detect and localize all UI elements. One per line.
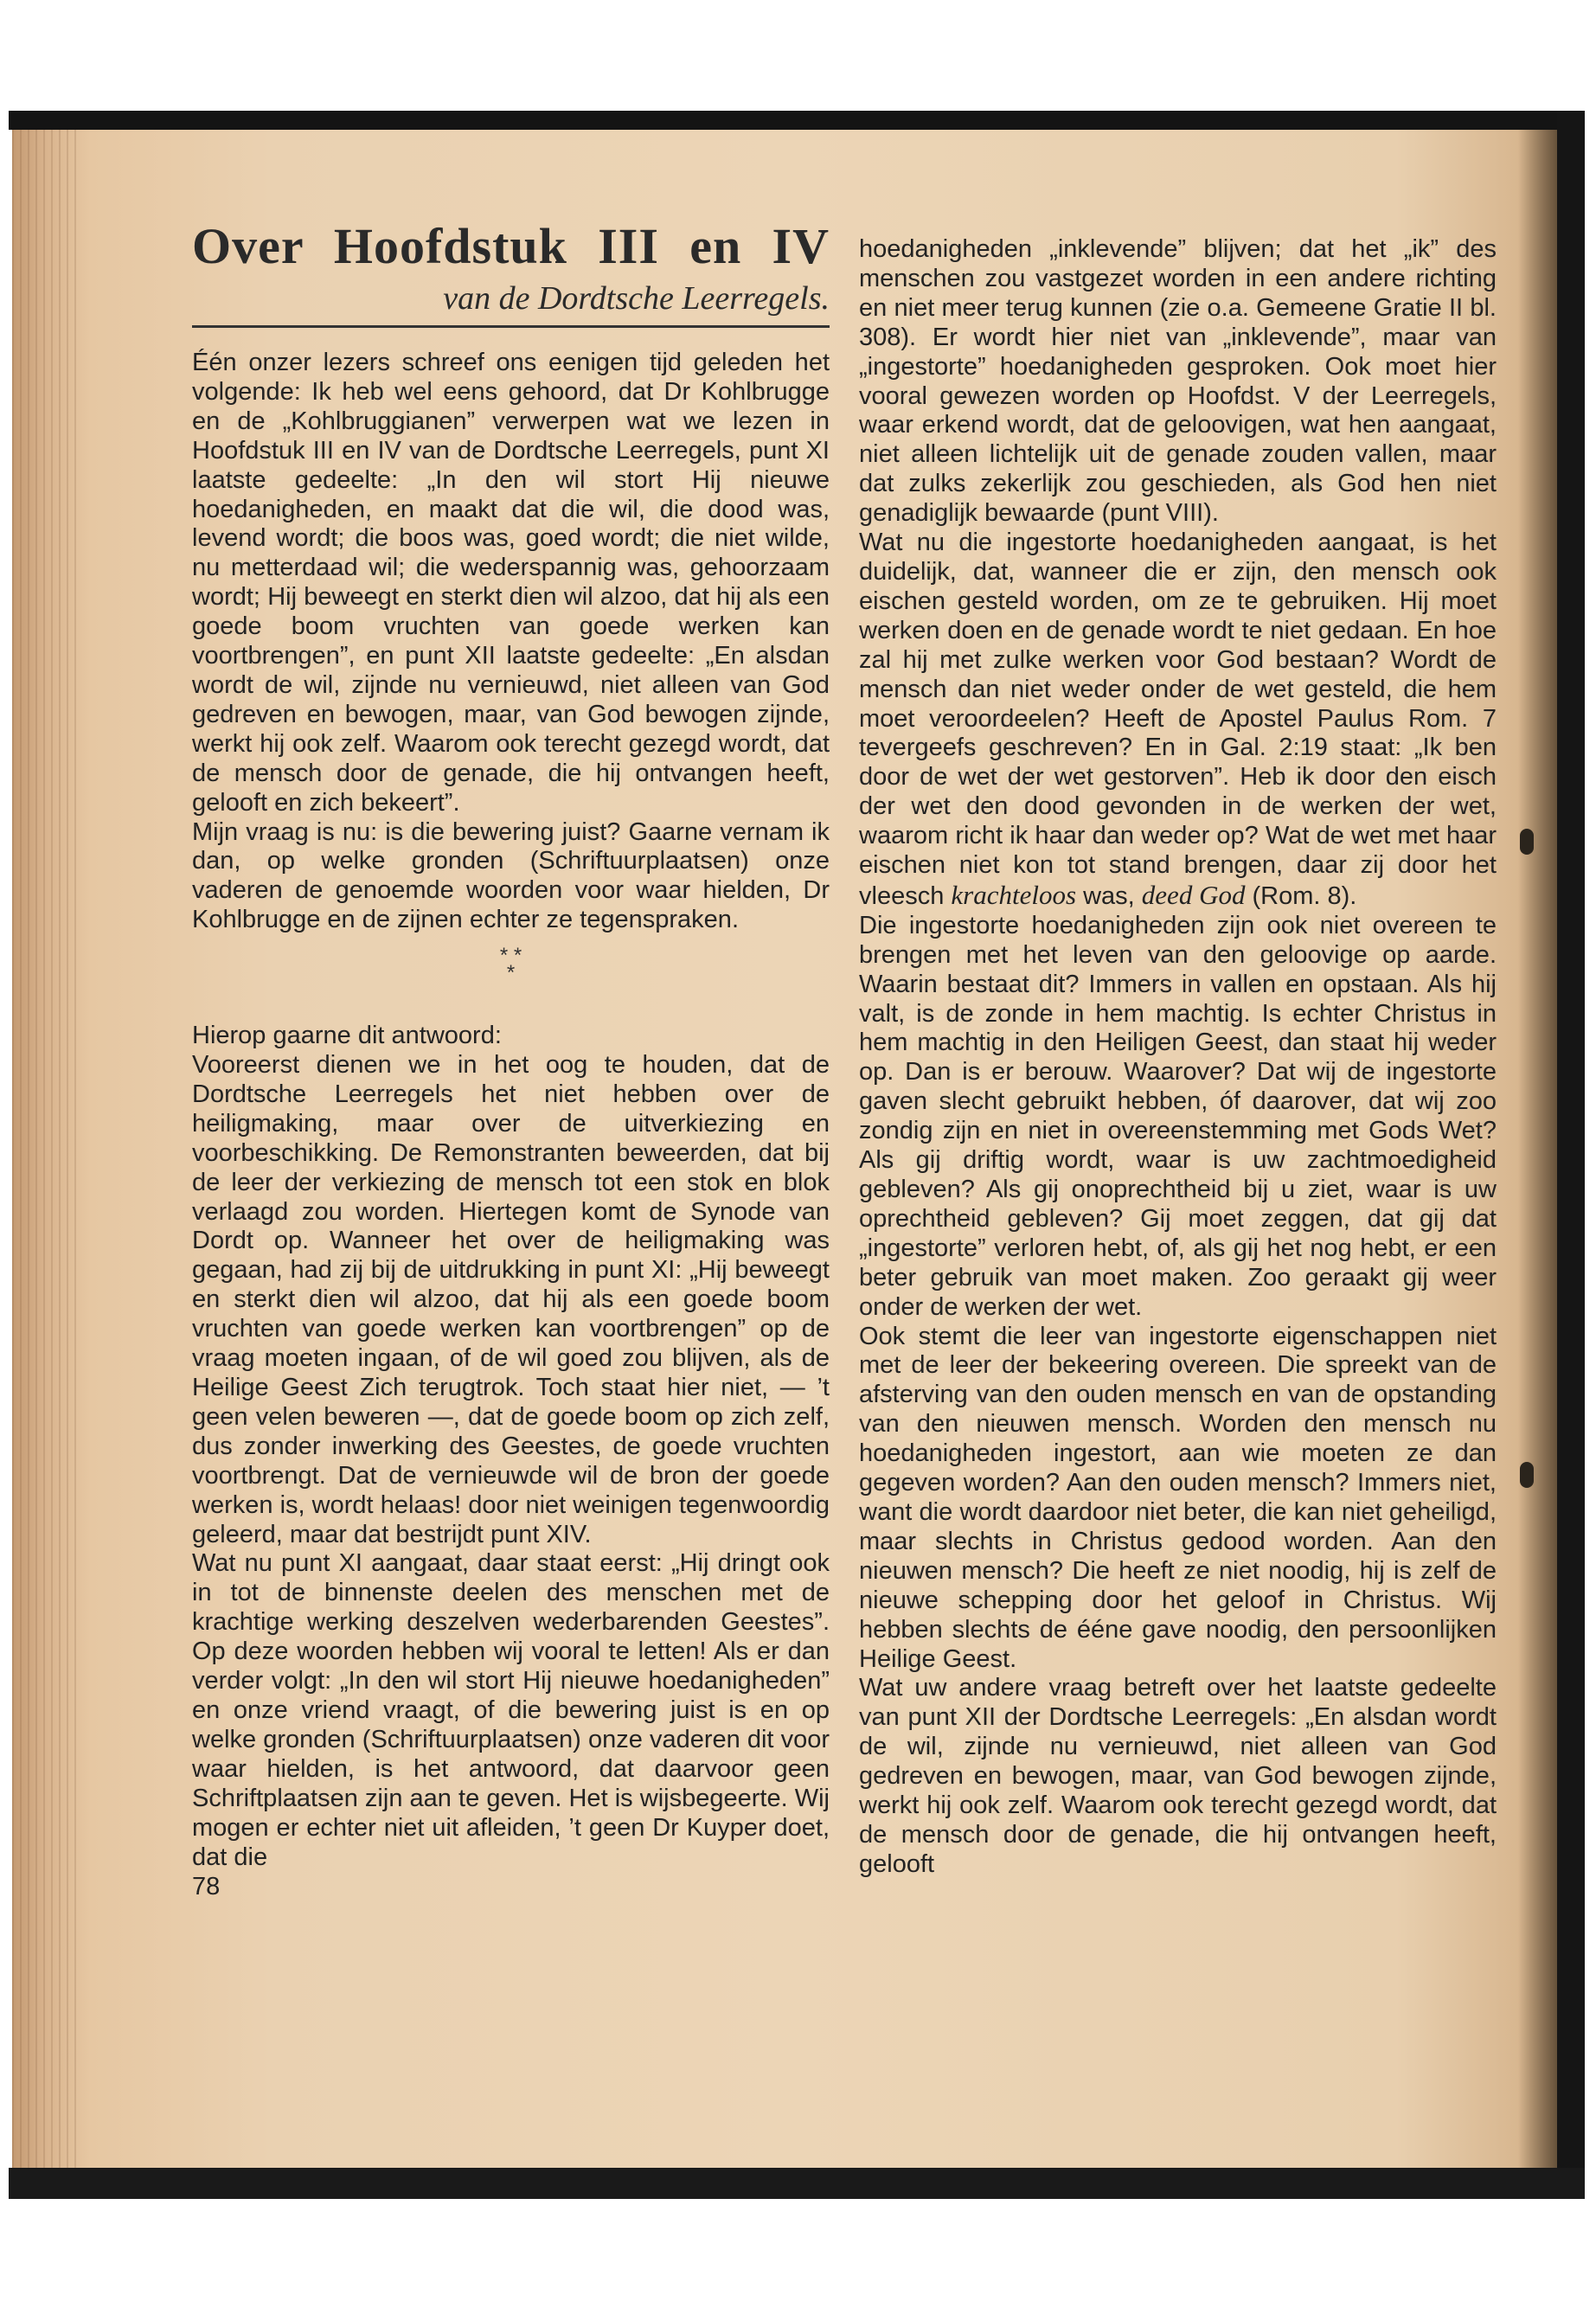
paragraph: Wat uw andere vraag betreft over het laatste gedeelte van punt XII der Dordtsche Leerregels: „En alsdan wordt de wil, zijnde nu vernieuwd, niet alleen van God gedreven en bewogen, maar, van God bewogen zijnde, werkt hij ook zelf. Waarom ook terecht gezegd wordt, dat de mensch door de genade, die hij ontvangen heeft, gelooft — [859, 1674, 1497, 1878]
text-run: Wat nu die ingestorte hoedanigheden aangaat, is het duidelijk, dat, wanneer die er zijn, den mensch ook eischen gesteld worden, om ze te gebruiken. Hij moet werken doen en de genade wordt te niet gedaan. En hoe zal hij met zulke werken voor God bestaan? Wordt de mensch dan niet weder onder de wet gesteld, die hem moet veroordeelen? Heeft de Apostel Paulus Rom. 7 tevergeefs geschreven? En in Gal. 2:19 staat: „Ik ben door de wet der wet gestorven”. Heb ik door den eisch der wet den dood gevonden in de werken der wet, waarom richt ik haar dan weder op? Wat de wet met haar eischen niet kon tot stand brengen, daar zij door het vleesch — [859, 529, 1497, 910]
paragraph: Vooreerst dienen we in het oog te houden, dat de Dordtsche Leerregels het niet hebben over de heiligmaking, maar over de uitverkiezing en voorbeschikking. De Remonstranten beweerden, dat bij de leer der verkiezing de mensch tot een stok en blok verlaagd zou worden. Hiertegen komt de Synode van Dordt op. Wanneer het over de heiligmaking was gegaan, had zij bij de uitdrukking in punt XI: „Hij beweegt en sterkt dien wil alzoo, dat hij als een goede boom vruchten van goede werken kan voortbrengen” op de vraag moeten ingaan, of de wil goed zou blijven, als de Heilige Geest Zich terugtrok. Toch staat hier niet, — ’t geen velen beweren —, dat de goede boom op zich zelf, dus zonder inwerking des Geestes, de goede vruchten voortbrengt. Dat de vernieuwde wil de bron der goede werken is, wordt helaas! door niet weinigen tegenwoordig geleerd, maar dat bestrijdt punt XIV. — [192, 1051, 830, 1548]
paragraph: Mijn vraag is nu: is die bewering juist? Gaarne vernam ik dan, op welke gronden (Schriftuurplaatsen) onze vaderen de genoemde woorden voor waar hielden, Dr Kohlbrugge en de zijnen echter ze tegenspraken. — [192, 817, 830, 934]
article-subtitle: van de Dordtsche Leerregels. — [443, 280, 830, 317]
page-stack-edge — [12, 130, 81, 2168]
text-run: (Rom. 8). — [1252, 881, 1357, 910]
text-run: was, — [1083, 881, 1135, 910]
paragraph: hoedanigheden „inklevende” blijven; dat het „ik” des menschen zou vastgezet worden in een andere richting en niet meer terug kunnen (zie o.a. Gemeene Gratie II bl. 308). Er wordt hier niet van „inklevende”, maar van „ingestorte” hoedanigheden gesproken. Ook moet hier vooral gewezen worden op Hoofdst. V der Leerregels, waar erkend wordt, dat de geloovigen, wat hen aangaat, niet alleen lichtelijk uit de genade zouden vallen, maar dat zulks zekerlijk zou geschieden, als God hen niet genadiglijk bewaarde (punt VIII). — [859, 235, 1497, 528]
page-number: 78 — [192, 1873, 221, 1901]
paragraph: Hierop gaarne dit antwoord: — [192, 1022, 502, 1050]
book-edge-right — [1557, 111, 1585, 2199]
section-separator: * * * — [499, 944, 522, 985]
page-gutter-shadow — [1518, 130, 1557, 2168]
paragraph: Die ingestorte hoedanigheden zijn ook niet overeen te brengen met het leven van den geloovige op aarde. Waarin bestaat dit? Immers in vallen en opstaan. Als hij valt, is de zonde in hem machtig. Is echter Christus in hem machtig in den Heiligen Geest, dan staat hij weder op. Dan is er berouw. Waarover? Dat wij de ingestorte gaven slecht gebruikt hebben, óf daarover, dat wij zoo zondig zijn en niet in overeenstemming met Gods Wet? Als gij driftig wordt, waar is uw zachtmoedigheid gebleven? Als gij onoprechtheid bij u ziet, waar is uw oprechtheid gebleven? Gij moet zeggen, dat gij dat „ingestorte” verloren hebt, of, als gij het nog hebt, er een beter gebruik van moet maken. Zoo geraakt gij weer onder de werken der wet. — [859, 911, 1497, 1321]
left-column — [192, 218, 830, 1901]
paragraph: Ook stemt die leer van ingestorte eigenschappen niet met de leer der bekeering overeen. Die spreekt van de afsterving van den ouden mensch en van de opstanding van den nieuwen mensch. Worden den mensch nu hoedanigheden ingestort, aan wie moeten ze dan gegeven worden? Aan den ouden mensch? Immers niet, want die wordt daardoor niet beter, die kan niet geheiligd, maar slechts in Christus gedood worden. Aan den nieuwen mensch? Die heeft ze niet noodig, hij is zelf de nieuwe schepping door het geloof in Christus. Wij hebben slechts de ééne gave noodig, den persoonlijken Heilige Geest. — [859, 1322, 1497, 1673]
book-edge-bottom — [9, 2168, 1585, 2199]
italic-emphasis: deed God — [1141, 879, 1246, 910]
binding-clip — [1520, 829, 1534, 855]
paragraph: Één onzer lezers schreef ons eenigen tijd geleden het volgende: Ik heb wel eens gehoord, dat Dr Kohlbrugge en de „Kohlbruggianen” verwerpen wat we lezen in Hoofdstuk III en IV van de Dordtsche Leerregels, punt XI laatste gedeelte: „In den wil stort Hij nieuwe hoedanigheden, en maakt dat die wil, die dood was, levend wordt; die boos was, goed wordt; die niet wilde, nu metterdaad wil; die wederspannig was, gehoorzaam wordt; Hij beweegt en sterkt dien wil alzoo, dat hij als een goede boom vruchten van goede werken kan voortbrengen”, en punt XII laatste gedeelte: „En alsdan wordt de wil, zijnde nu vernieuwd, niet alleen van God gedreven en bewogen, maar, van God bewogen zijnde, werkt hij ook zelf. Waarom ook terecht gezegd wordt, dat de mensch door de genade, die hij ontvangen heeft, gelooft en zich bekeert”. — [192, 349, 830, 817]
article-title: Over Hoofdstuk III en IV — [192, 218, 830, 274]
title-rule — [192, 325, 830, 328]
paragraph: Wat nu punt XI aangaat, daar staat eerst: „Hij dringt ook in tot de binnenste deelen des menschen met de krachtige werking deszelven wederbarenden Geestes”. Op deze woorden hebben wij vooral te letten! Als er dan verder volgt: „In den wil stort Hij nieuwe hoedanigheden” en onze vriend vraagt, of die bewering juist is en op welke gronden (Schriftuurplaatsen) onze vaderen dit voor waar hielden, is het antwoord, dat daarvoor geen Schriftplaatsen zijn aan te geven. Het is wijsbegeerte. Wij mogen er echter niet uit afleiden, ’t geen Dr Kuyper doet, dat die — [192, 1549, 830, 1871]
paragraph — [859, 529, 1497, 912]
book-edge-top — [9, 111, 1585, 130]
binding-clip — [1520, 1462, 1534, 1488]
italic-emphasis: krachteloos — [951, 879, 1077, 910]
right-column — [859, 235, 1497, 1880]
